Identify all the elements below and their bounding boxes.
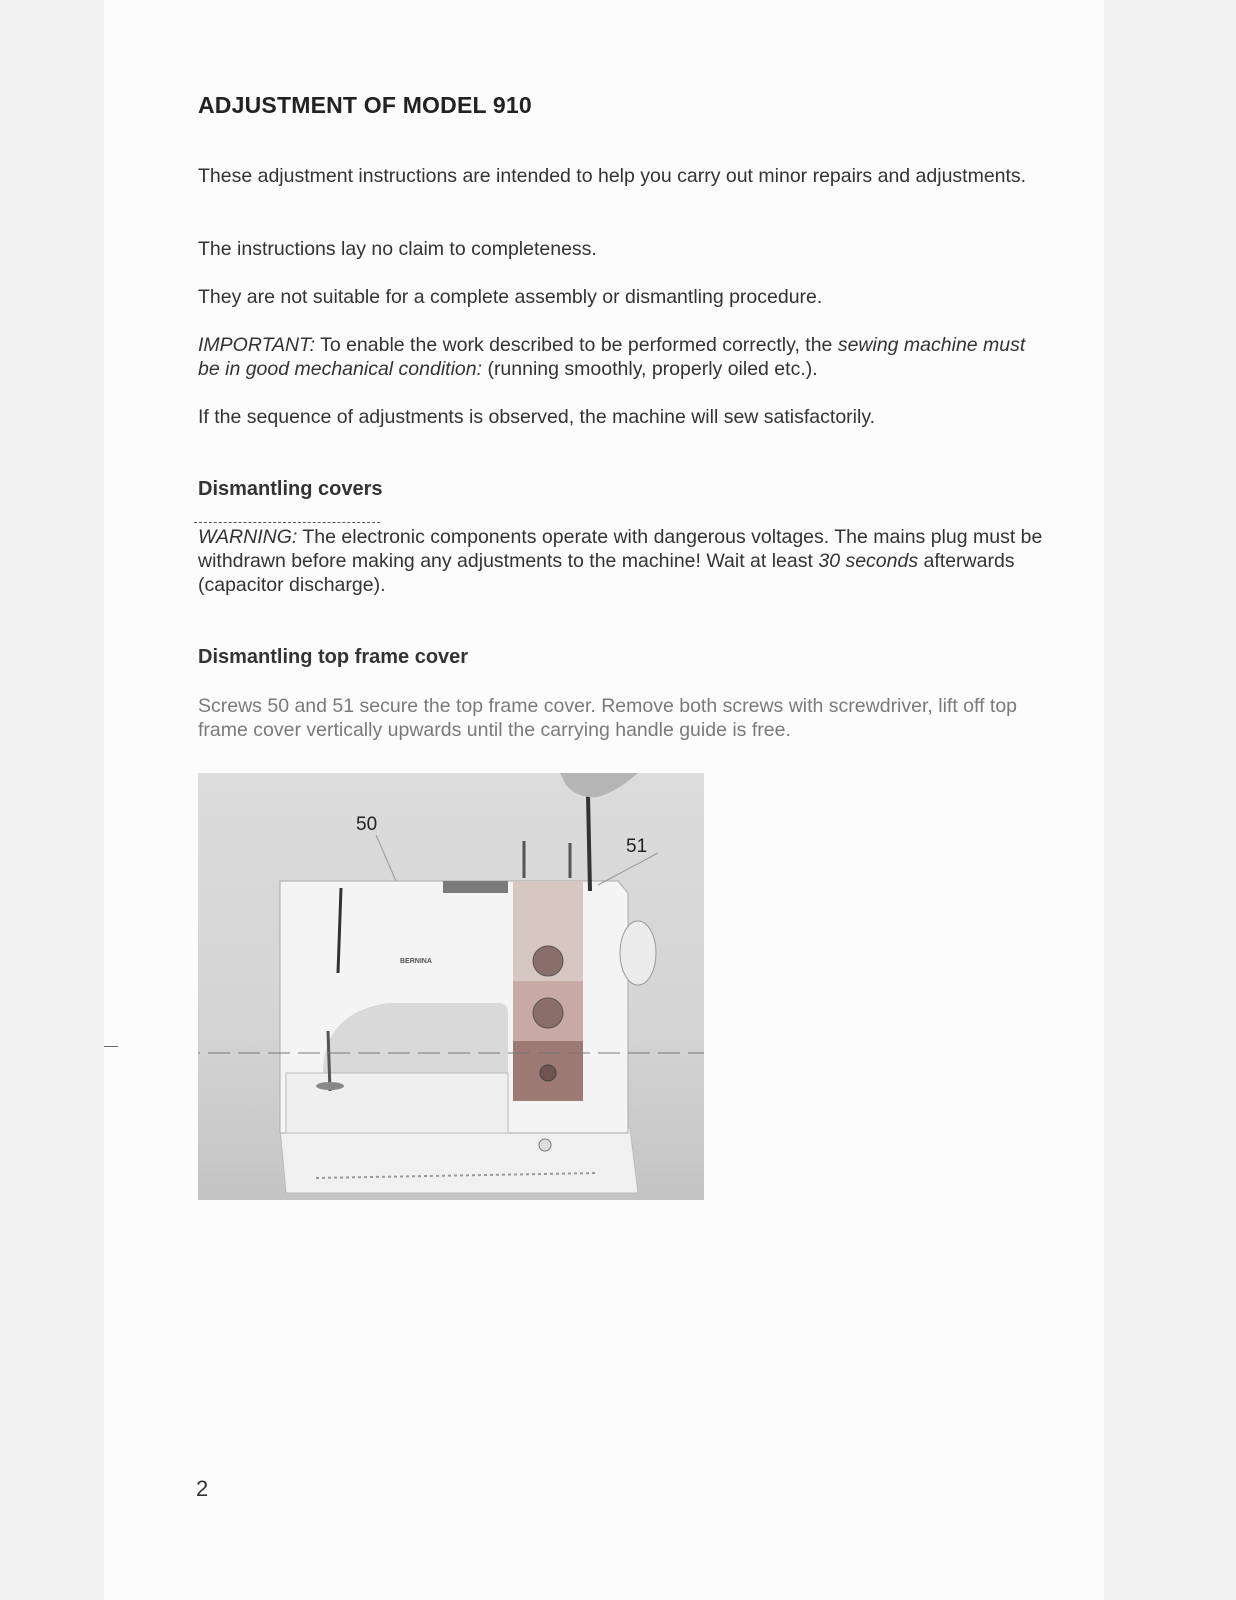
top-cover-recess: [443, 881, 508, 893]
top-frame-cover-instructions: Screws 50 and 51 secure the top frame cover. Remove both screws with screwdriver, lift off top frame cover vertically upwards until the carrying handle guide is free.: [198, 695, 1018, 741]
presser-foot: [316, 1082, 344, 1090]
important-paragraph: [198, 333, 1048, 381]
heading-underline: [194, 522, 380, 523]
intro-paragraph-3: They are not suitable for a complete assembly or dismantling procedure.: [198, 286, 823, 308]
brand-label: BERNINA: [400, 958, 432, 965]
screwdriver: [588, 795, 590, 891]
stitch-length-knob: [533, 998, 563, 1028]
warning-emphasis: 30 seconds: [818, 550, 919, 572]
base-plate: [280, 1128, 638, 1193]
sewing-machine-photo: [198, 773, 704, 1200]
warning-label: WARNING:: [198, 526, 298, 548]
important-emphasis: sewing machine must be in good mechanical condition:: [198, 334, 1026, 380]
section-heading-top-frame-cover: Dismantling top frame cover: [198, 646, 469, 668]
scan-mark: [104, 1046, 118, 1047]
callout-51: 51: [626, 836, 648, 857]
document-page: [104, 0, 1104, 1600]
section-heading-dismantling-covers: Dismantling covers: [198, 478, 383, 500]
page-title: ADJUSTMENT OF MODEL 910: [198, 92, 532, 118]
important-label: IMPORTANT:: [198, 334, 315, 356]
intro-paragraph-5: If the sequence of adjustments is observed, the machine will sew satisfactorily.: [198, 406, 876, 428]
power-button: [539, 1139, 551, 1151]
page-number: 2: [196, 1476, 209, 1501]
stitch-width-knob: [533, 946, 563, 976]
important-text-b: (running smoothly, properly oiled etc.).: [482, 358, 818, 380]
intro-paragraph-1: These adjustment instructions are intended to help you carry out minor repairs and adjustments.: [198, 165, 1027, 187]
warning-text-a: The electronic components operate with dangerous voltages. The mains plug must be withdrawn before making any adjustments to the machine! Wait at least: [198, 526, 1043, 572]
callout-50: 50: [356, 814, 378, 835]
warning-paragraph: [198, 525, 1048, 597]
handwheel: [620, 921, 656, 985]
intro-paragraph-2: The instructions lay no claim to completeness.: [198, 238, 597, 260]
warning-text-b: afterwards (capacitor discharge).: [198, 550, 1015, 596]
needle-bar: [328, 1031, 330, 1091]
slider-knob: [540, 1065, 556, 1081]
important-text-a: To enable the work described to be performed correctly, the: [315, 334, 838, 356]
free-arm: [286, 1073, 508, 1133]
